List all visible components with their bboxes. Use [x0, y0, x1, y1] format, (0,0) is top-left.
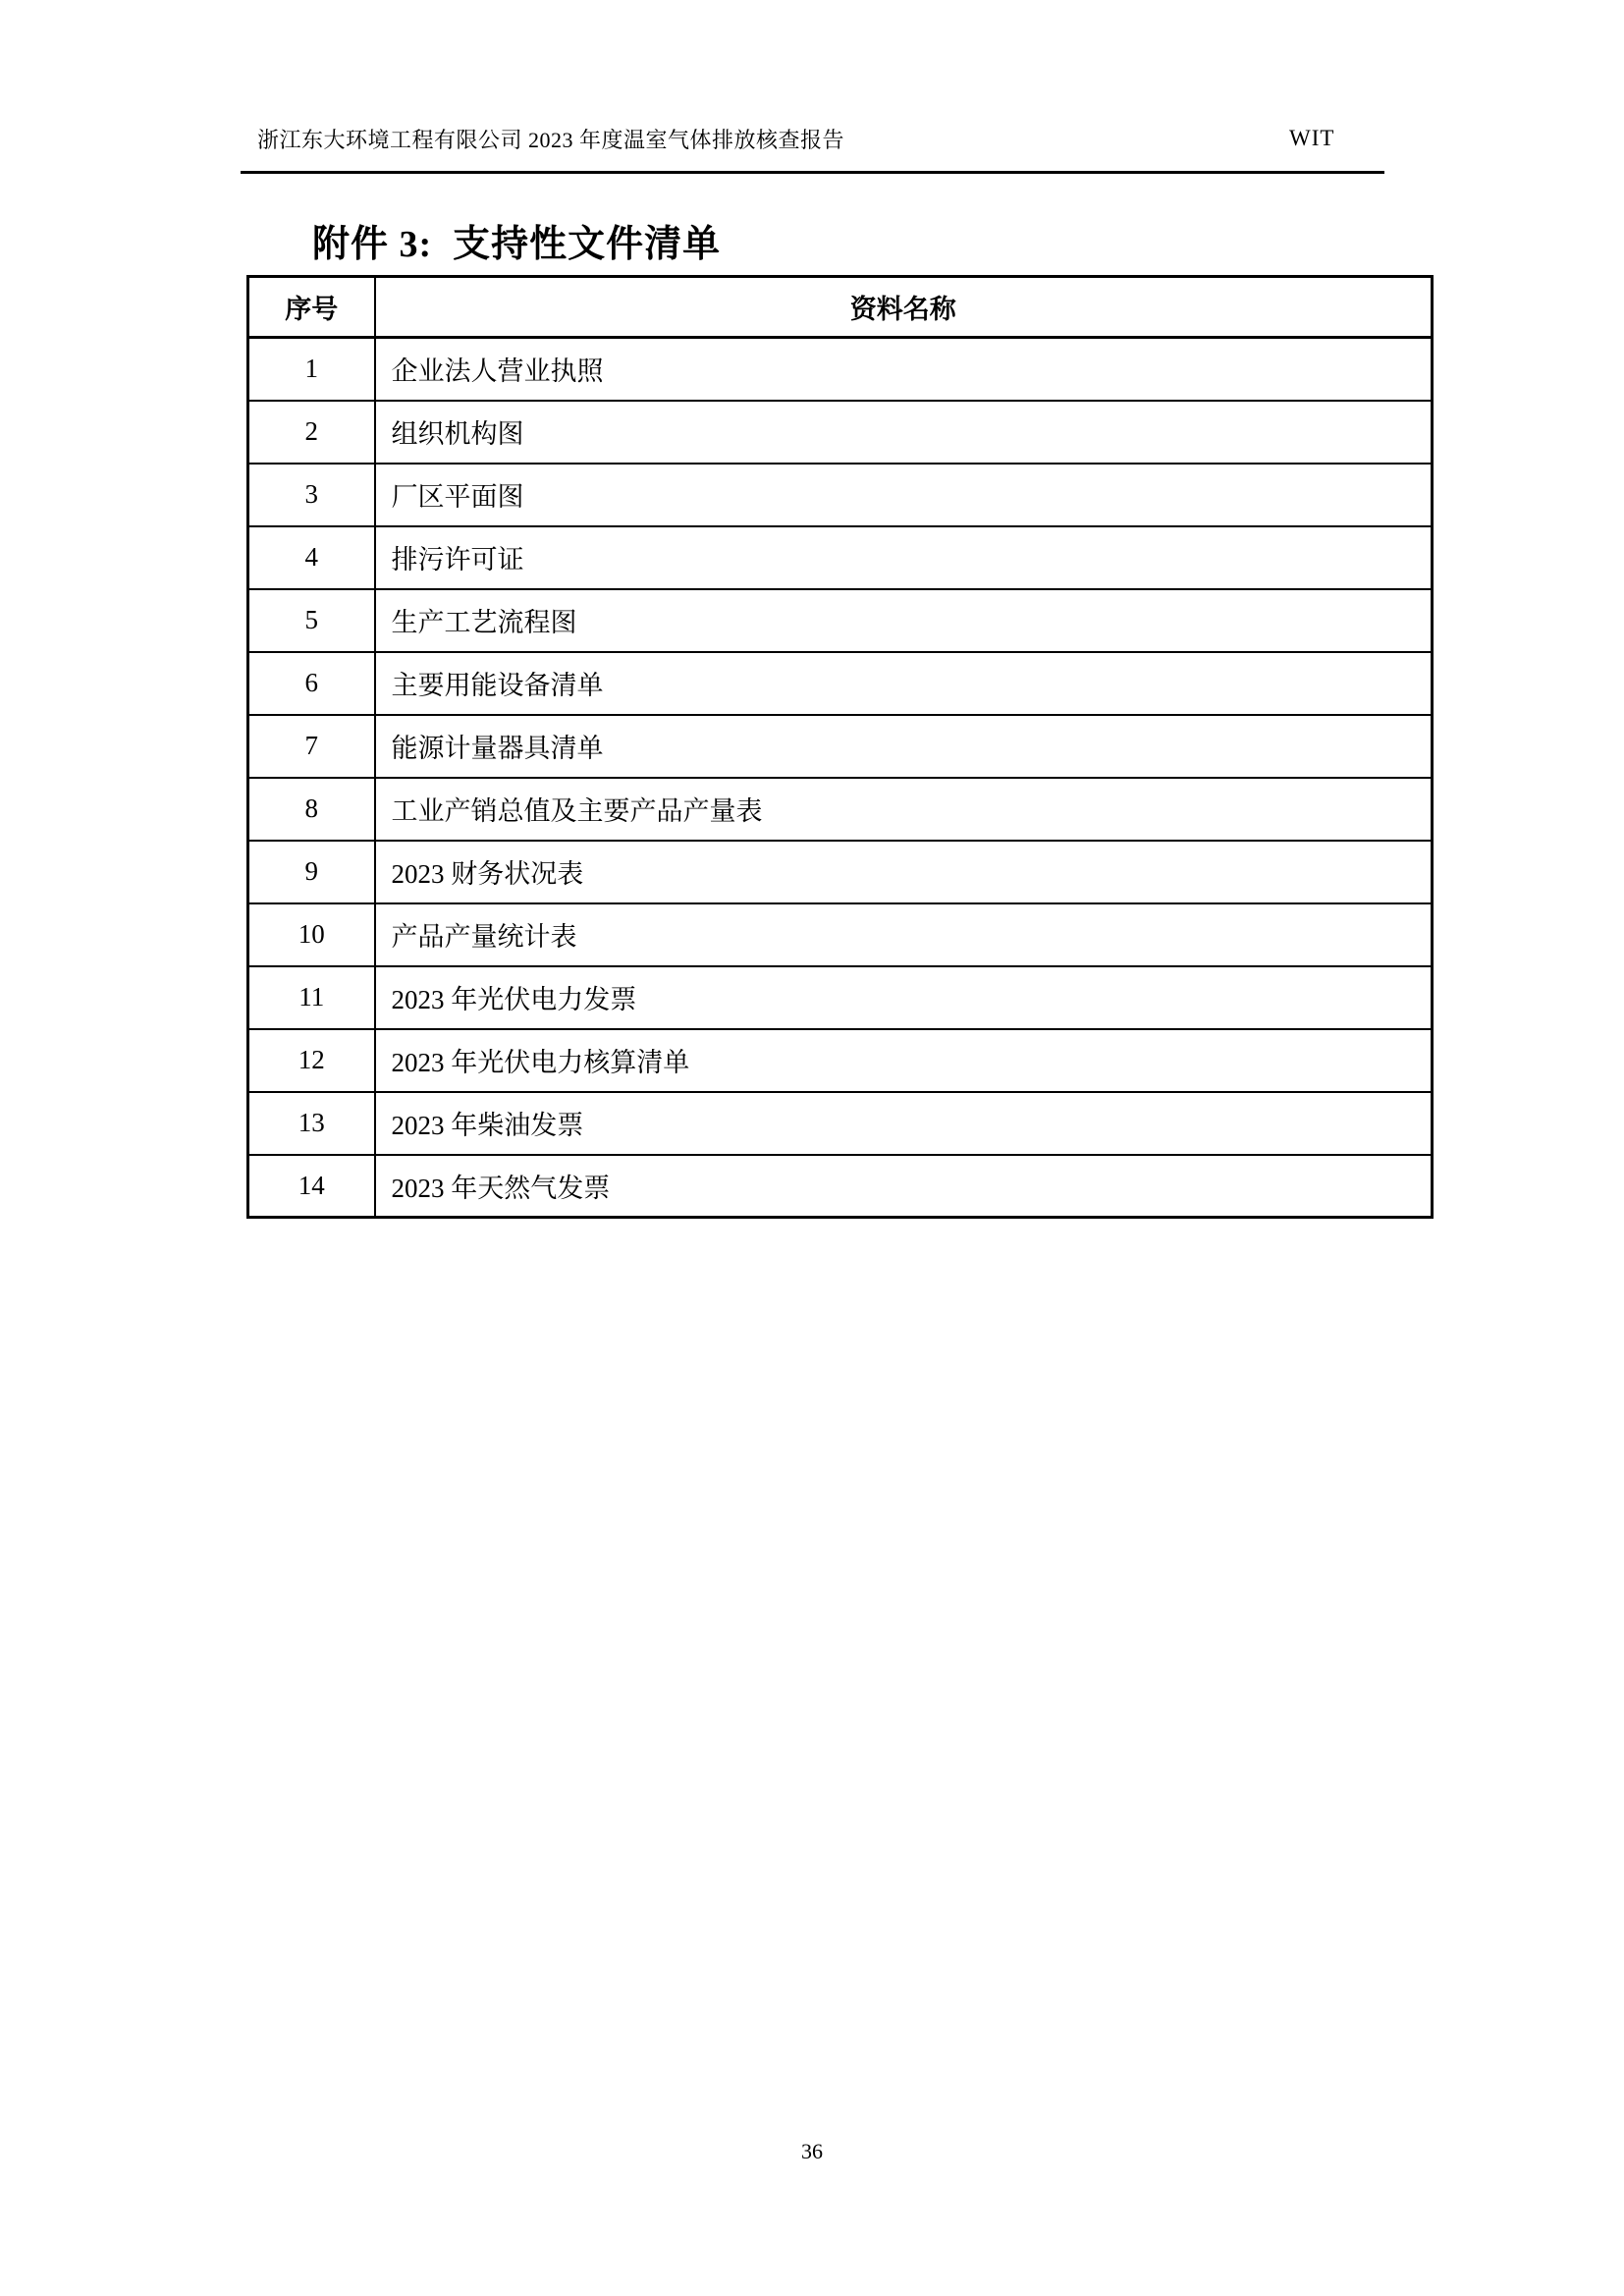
table-header-row [248, 277, 1433, 338]
table-row [248, 1155, 1433, 1218]
table-row [248, 526, 1433, 589]
row-index: 2 [248, 401, 375, 464]
row-document-name: 2023 财务状况表 [375, 841, 1433, 903]
table-row [248, 903, 1433, 966]
row-document-name: 2023 年柴油发票 [375, 1092, 1433, 1155]
row-document-name: 工业产销总值及主要产品产量表 [375, 778, 1433, 841]
running-header-logo-text: WIT [1289, 126, 1335, 150]
row-document-name: 主要用能设备清单 [375, 652, 1433, 715]
row-document-name: 厂区平面图 [375, 464, 1433, 526]
row-index: 5 [248, 589, 375, 652]
table-row [248, 464, 1433, 526]
attachment-title: 附件 3: 支持性文件清单 [312, 224, 722, 265]
row-document-name: 2023 年光伏电力发票 [375, 966, 1433, 1029]
table-row [248, 966, 1433, 1029]
row-document-name: 2023 年光伏电力核算清单 [375, 1029, 1433, 1092]
row-index: 11 [248, 966, 375, 1029]
table-row [248, 778, 1433, 841]
supporting-documents-table [246, 275, 1434, 1219]
row-index: 12 [248, 1029, 375, 1092]
row-index: 9 [248, 841, 375, 903]
running-header-title: 浙江东大环境工程有限公司 2023 年度温室气体排放核查报告 [257, 128, 845, 152]
row-document-name: 2023 年天然气发票 [375, 1155, 1433, 1218]
row-document-name: 排污许可证 [375, 526, 1433, 589]
row-index: 6 [248, 652, 375, 715]
header-rule [241, 171, 1384, 174]
row-index: 14 [248, 1155, 375, 1218]
row-index: 4 [248, 526, 375, 589]
row-index: 3 [248, 464, 375, 526]
row-document-name: 生产工艺流程图 [375, 589, 1433, 652]
table-row [248, 401, 1433, 464]
table-row [248, 589, 1433, 652]
table-row [248, 1092, 1433, 1155]
row-index: 13 [248, 1092, 375, 1155]
column-header-index: 序号 [248, 277, 375, 338]
row-document-name: 产品产量统计表 [375, 903, 1433, 966]
table-row [248, 338, 1433, 401]
column-header-document-name: 资料名称 [375, 277, 1433, 338]
table-row [248, 1029, 1433, 1092]
row-index: 8 [248, 778, 375, 841]
row-index: 1 [248, 338, 375, 401]
table-row [248, 841, 1433, 903]
table-row [248, 652, 1433, 715]
row-document-name: 企业法人营业执照 [375, 338, 1433, 401]
page-number: 36 [801, 2139, 823, 2163]
row-document-name: 能源计量器具清单 [375, 715, 1433, 778]
row-document-name: 组织机构图 [375, 401, 1433, 464]
row-index: 7 [248, 715, 375, 778]
table-row [248, 715, 1433, 778]
row-index: 10 [248, 903, 375, 966]
